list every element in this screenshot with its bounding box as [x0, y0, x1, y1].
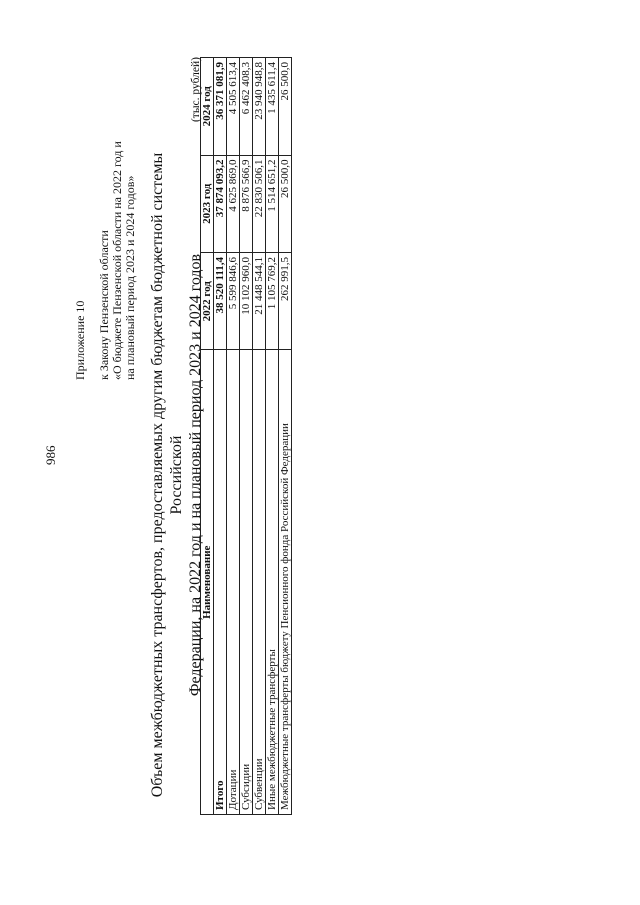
table-row: [266, 58, 279, 815]
row-value-2023: 26 500,0: [279, 155, 292, 252]
table-row: [240, 58, 253, 815]
document-title: [148, 140, 205, 810]
table-row-total: [214, 58, 227, 815]
row-value-2024: 23 940 948,8: [253, 58, 266, 156]
row-value-2024: 26 500,0: [279, 58, 292, 156]
row-value-2022: 38 520 111,4: [214, 253, 227, 350]
row-name: Межбюджетные трансферты бюджету Пенсионного фонда Российской Федерации: [279, 350, 292, 815]
page-number: 986: [43, 445, 58, 465]
row-value-2023: 37 874 093,2: [214, 155, 227, 252]
appendix-title: Приложение 10: [73, 300, 87, 380]
row-name: Субвенции: [253, 350, 266, 815]
unit-label: (тыс. рублей): [190, 57, 202, 123]
title-line-2: Федерации, на 2022 год и на плановый период 2023 и 2024 годов: [187, 253, 204, 697]
row-value-2024: 1 435 611,4: [266, 58, 279, 156]
row-value-2023: 8 876 566,9: [240, 155, 253, 252]
row-name: Дотации: [227, 350, 240, 815]
header-2023: 2023 год: [201, 155, 214, 252]
appendix-line-2: «О бюджете Пензенской области на 2022 год и: [110, 141, 124, 380]
row-value-2024: 4 505 613,4: [227, 58, 240, 156]
row-name: Итого: [214, 350, 227, 815]
row-value-2024: 36 371 081,9: [214, 58, 227, 156]
table-row: [227, 58, 240, 815]
table-row: [279, 58, 292, 815]
row-value-2024: 6 462 408,3: [240, 58, 253, 156]
row-name: Субсидии: [240, 350, 253, 815]
row-value-2022: 262 991,5: [279, 253, 292, 350]
appendix-header: [74, 20, 137, 380]
appendix-line-1: к Закону Пензенской области: [97, 230, 111, 380]
row-value-2022: 10 102 960,0: [240, 253, 253, 350]
row-value-2022: 21 448 544,1: [253, 253, 266, 350]
row-value-2022: 5 599 846,6: [227, 253, 240, 350]
table-header-row: [201, 58, 214, 815]
row-value-2023: 1 514 651,2: [266, 155, 279, 252]
header-name: Наименование: [201, 350, 214, 815]
table-row: [253, 58, 266, 815]
row-value-2023: 22 830 506,1: [253, 155, 266, 252]
title-line-1: Объем межбюджетных трансфертов, предоставляемых другим бюджетам бюджетной системы Российской: [149, 152, 185, 798]
header-2024: 2024 год: [201, 58, 214, 156]
row-name: Иные межбюджетные трансферты: [266, 350, 279, 815]
row-value-2022: 1 105 769,2: [266, 253, 279, 350]
header-2022: 2022 год: [201, 253, 214, 350]
transfers-table: [200, 57, 292, 815]
appendix-line-3: на плановый период 2023 и 2024 годов»: [123, 175, 137, 380]
row-value-2023: 4 625 869,0: [227, 155, 240, 252]
